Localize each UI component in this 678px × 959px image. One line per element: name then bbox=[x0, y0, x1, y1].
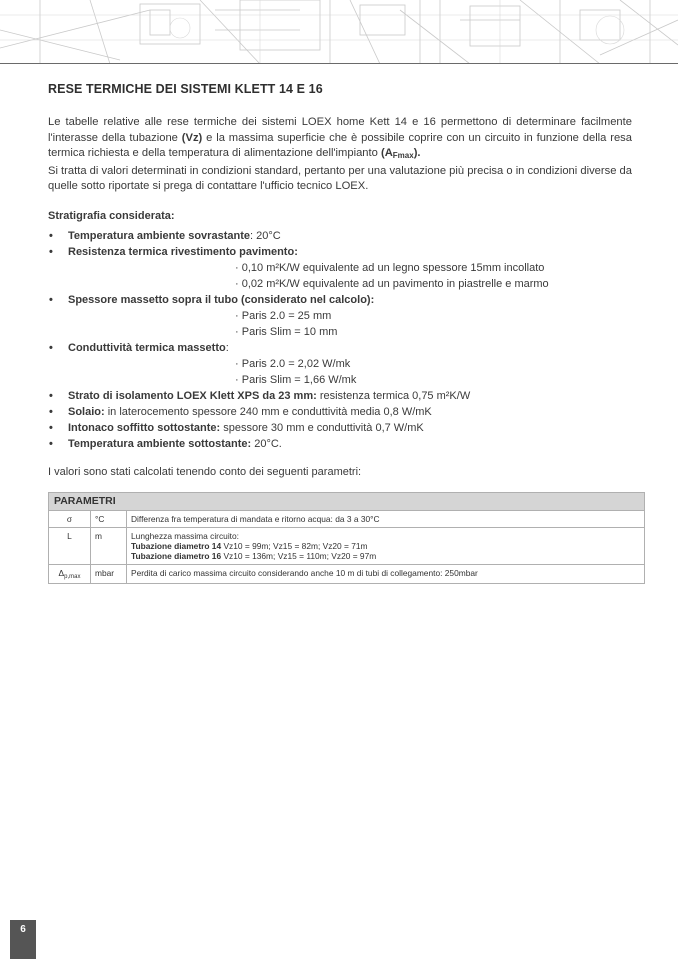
spess-line-1: · Paris 2.0 = 25 mm bbox=[48, 308, 632, 324]
header-divider bbox=[0, 63, 678, 64]
l16-label: Tubazione diametro 16 bbox=[131, 550, 222, 561]
spess-line-2: · Paris Slim = 10 mm bbox=[48, 324, 632, 340]
intonaco-label: Intonaco soffitto sottostante: bbox=[68, 421, 221, 434]
res-line-2: · 0,02 m²K/W equivalente ad un pavimento in piastrelle e marmo bbox=[48, 276, 632, 292]
list-item bbox=[48, 228, 632, 244]
t-sott-value: 20°C. bbox=[251, 437, 282, 450]
row-description bbox=[127, 527, 645, 564]
row-desc-title: Lunghezza massima circuito: bbox=[131, 530, 239, 541]
intro-p1-start: Le tabelle relative alle rese termiche dei sistemi LOEX home Kett 14 e 16 permettono di determinare facilmente l'interasse della tubazione bbox=[48, 116, 632, 144]
intro-vz: (Vz) bbox=[181, 131, 203, 144]
table-row bbox=[49, 527, 645, 564]
header-blueprint-art bbox=[0, 0, 678, 64]
l14-label: Tubazione diametro 14 bbox=[131, 540, 222, 551]
solaio-label: Solaio: bbox=[68, 405, 105, 418]
list-item bbox=[48, 388, 632, 404]
cond-line-1: · Paris 2.0 = 2,02 W/mk bbox=[48, 356, 632, 372]
page-title: RESE TERMICHE DEI SISTEMI KLETT 14 E 16 bbox=[48, 82, 323, 96]
intro-paragraph-2: Si tratta di valori determinati in condizioni standard, pertanto per una valutazione più precisa o in condizioni diverse da quelle sotto riportate si prega di contattare l'ufficio tecnico LOEX. bbox=[48, 164, 632, 193]
list-item bbox=[48, 292, 632, 308]
cond-label: Conduttività termica massetto bbox=[68, 341, 226, 354]
stratigrafia-list bbox=[48, 228, 632, 452]
row-symbol: σ bbox=[49, 510, 91, 527]
intro-a-symbol: (A bbox=[380, 147, 393, 160]
page-number: 6 bbox=[10, 920, 36, 959]
res-line-1: · 0,10 m²K/W equivalente ad un legno spessore 15mm incollato bbox=[48, 260, 632, 276]
row-description: Perdita di carico massima circuito considerando anche 10 m di tubi di collegamento: 250mbar bbox=[127, 564, 645, 583]
list-item bbox=[48, 420, 632, 436]
intonaco-value: spessore 30 mm e conduttività 0,7 W/mK bbox=[220, 421, 424, 434]
table-row bbox=[49, 510, 645, 527]
blueprint-drawing bbox=[0, 0, 678, 64]
row-symbol: L bbox=[49, 527, 91, 564]
solaio-value: in laterocemento spessore 240 mm e conduttività media 0,8 W/mK bbox=[104, 405, 432, 418]
list-item bbox=[48, 244, 632, 260]
table-header-row bbox=[49, 492, 645, 510]
table-header: PARAMETRI bbox=[49, 492, 645, 510]
t-sott-label: Temperatura ambiente sottostante: bbox=[68, 437, 252, 450]
t-amb-label: Temperatura ambiente sovrastante bbox=[68, 229, 250, 242]
strato-label: Strato di isolamento LOEX Klett XPS da 23 mm: bbox=[68, 389, 317, 402]
intro-paragraph-1 bbox=[48, 115, 632, 164]
main-content bbox=[48, 82, 632, 584]
intro-a-end: ). bbox=[413, 147, 421, 160]
cond-line-2: · Paris Slim = 1,66 W/mk bbox=[48, 372, 632, 388]
row-unit: °C bbox=[91, 510, 127, 527]
t-amb-value: : 20°C bbox=[249, 229, 281, 242]
row-symbol bbox=[49, 564, 91, 583]
l16-value: Vz10 = 136m; Vz15 = 110m; Vz20 = 97m bbox=[221, 550, 377, 561]
intro-a-subscript: Fmax bbox=[392, 151, 414, 161]
spess-label: Spessore massetto sopra il tubo (considerato nel calcolo): bbox=[68, 293, 375, 306]
row-description: Differenza fra temperatura di mandata e ritorno acqua: da 3 a 30°C bbox=[127, 510, 645, 527]
list-item bbox=[48, 404, 632, 420]
parameters-table bbox=[48, 492, 645, 584]
res-label: Resistenza termica rivestimento pavimento: bbox=[68, 245, 298, 258]
intro-afmax bbox=[381, 147, 421, 159]
row-unit: mbar bbox=[91, 564, 127, 583]
row-unit: m bbox=[91, 527, 127, 564]
l14-value: Vz10 = 99m; Vz15 = 82m; Vz20 = 71m bbox=[221, 540, 368, 551]
row-desc-line-16 bbox=[131, 551, 640, 561]
row-desc-line-14 bbox=[131, 541, 640, 551]
parameters-note: I valori sono stati calcolati tenendo conto dei seguenti parametri: bbox=[48, 465, 362, 478]
delta-symbol: Δ bbox=[58, 567, 65, 578]
stratigrafia-title: Stratigrafia considerata: bbox=[48, 209, 175, 222]
intro-p1-middle: e la massima superficie che è possibile coprire con un circuito in funzione della resa termica richiesta e della temperatura di alimentazione dell'impianto bbox=[48, 131, 633, 160]
list-item bbox=[48, 436, 632, 452]
cond-colon: : bbox=[225, 341, 229, 354]
table-row bbox=[49, 564, 645, 583]
intro-text bbox=[48, 115, 632, 195]
strato-value: resistenza termica 0,75 m²K/W bbox=[316, 389, 471, 402]
list-item bbox=[48, 340, 632, 356]
delta-subscript: p,max bbox=[64, 573, 81, 580]
